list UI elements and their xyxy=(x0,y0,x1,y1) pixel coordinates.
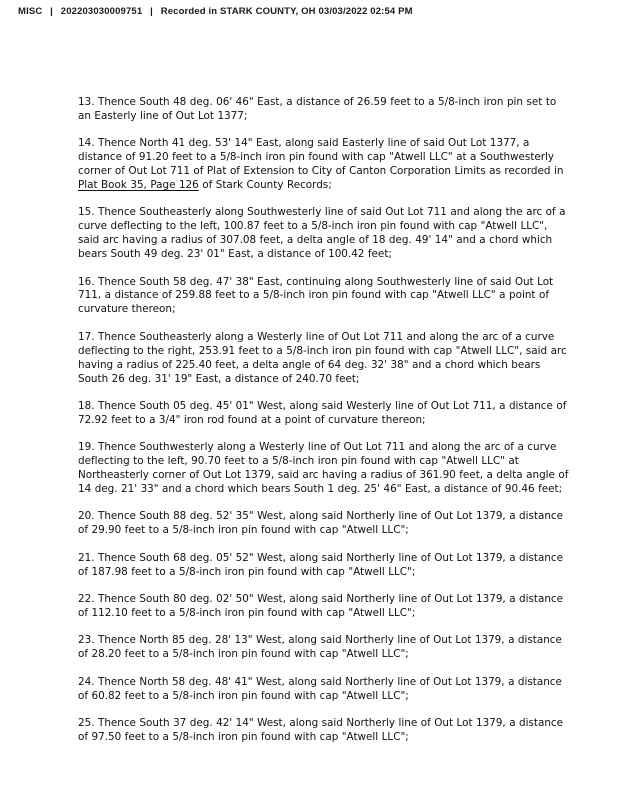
legal-paragraph-25: 25. Thence South 37 deg. 42' 14" West, along said Northerly line of Out Lot 1379, a distance of 97.50 feet to a 5/8-inch iron pin found with cap "Atwell LLC"; xyxy=(78,716,564,743)
legal-paragraph-18: 18. Thence South 05 deg. 45' 01" West, along said Westerly line of Out Lot 711, a distance of 72.92 feet to a 3/4" iron rod found at a point of curvature thereon; xyxy=(78,399,567,426)
legal-paragraph-21: 21. Thence South 68 deg. 05' 52" West, along said Northerly line of Out Lot 1379, a distance of 187.98 feet to a 5/8-inch iron pin found with cap "Atwell LLC"; xyxy=(78,551,564,578)
legal-paragraph-24: 24. Thence North 58 deg. 48' 41" West, along said Northerly line of Out Lot 1379, a distance of 60.82 feet to a 5/8-inch iron pin found with cap "Atwell LLC"; xyxy=(78,675,562,702)
instrument-number: 202203030009751 xyxy=(60,6,143,17)
legal-paragraph-19: 19. Thence Southwesterly along a Westerly line of Out Lot 711 and along the arc of a curve deflecting to the left, 90.70 feet to a 5/8-inch iron pin found with cap "Atwell LLC" at Northeasterly corner of Out Lot 1379, said arc having a radius of 361.90 feet, a delta angle of 14 deg. 21' 33" and a chord which bears South 1 deg. 25' 46" East, a distance of 90.46 feet; xyxy=(78,441,569,495)
recording-stamp xyxy=(18,6,413,17)
legal-paragraph-13: 13. Thence South 48 deg. 06' 46" East, a distance of 26.59 feet to a 5/8-inch iron pin set to an Easterly line of Out Lot 1377; xyxy=(78,96,557,122)
paragraph-14-text-before: 14. Thence North 41 deg. 53' 14" East, along said Easterly line of said Out Lot 1377, a distance of 91.20 feet to a 5/8-inch iron pin found with cap "Atwell LLC" at a Southwesterly corner of Out Lot 711 of Plat of Extension to City of Canton Corporation Limits as recorded in xyxy=(78,137,564,178)
legal-paragraph-15: 15. Thence Southeasterly along Southwesterly line of said Out Lot 711 and along the arc of a curve deflecting to the left, 100.87 feet to a 5/8-inch iron pin found with cap "Atwell LLC", said arc having a radius of 307.08 feet, a delta angle of 18 deg. 49' 14" and a chord which bears South 49 deg. 23' 01" East, a distance of 100.42 feet; xyxy=(78,206,566,261)
stamp-separator-1: | xyxy=(50,6,53,17)
legal-paragraph-23: 23. Thence North 85 deg. 28' 13" West, along said Northerly line of Out Lot 1379, a distance of 28.20 feet to a 5/8-inch iron pin found with cap "Atwell LLC"; xyxy=(78,634,562,661)
legal-paragraph-14 xyxy=(78,137,572,193)
legal-description-body xyxy=(78,96,572,745)
stamp-separator-2: | xyxy=(150,6,153,17)
legal-paragraph-20: 20. Thence South 88 deg. 52' 35" West, along said Northerly line of Out Lot 1379, a distance of 29.90 feet to a 5/8-inch iron pin found with cap "Atwell LLC"; xyxy=(78,510,564,537)
legal-paragraph-17: 17. Thence Southeasterly along a Westerly line of Out Lot 711 and along the arc of a curve deflecting to the right, 253.91 feet to a 5/8-inch iron pin found with cap "Atwell LLC", said arc having a radius of 225.40 feet, a delta angle of 64 deg. 32' 38" and a chord which bears South 26 deg. 31' 19" East, a distance of 240.70 feet; xyxy=(78,330,567,385)
paragraph-14-text-after: of Stark County Records; xyxy=(198,179,332,192)
document-type-label: MISC xyxy=(18,6,43,17)
plat-book-reference: Plat Book 35, Page 126 xyxy=(78,179,199,192)
legal-paragraph-16: 16. Thence South 58 deg. 47' 38" East, continuing along Southwesterly line of said Out Lot 711, a distance of 259.88 feet to a 5/8-inch iron pin found with cap "Atwell LLC" a point of curvature thereon; xyxy=(78,275,554,316)
recording-info: Recorded in STARK COUNTY, OH 03/03/2022 02:54 PM xyxy=(160,6,413,17)
legal-paragraph-22: 22. Thence South 80 deg. 02' 50" West, along said Northerly line of Out Lot 1379, a distance of 112.10 feet to a 5/8-inch iron pin found with cap "Atwell LLC"; xyxy=(78,592,564,619)
